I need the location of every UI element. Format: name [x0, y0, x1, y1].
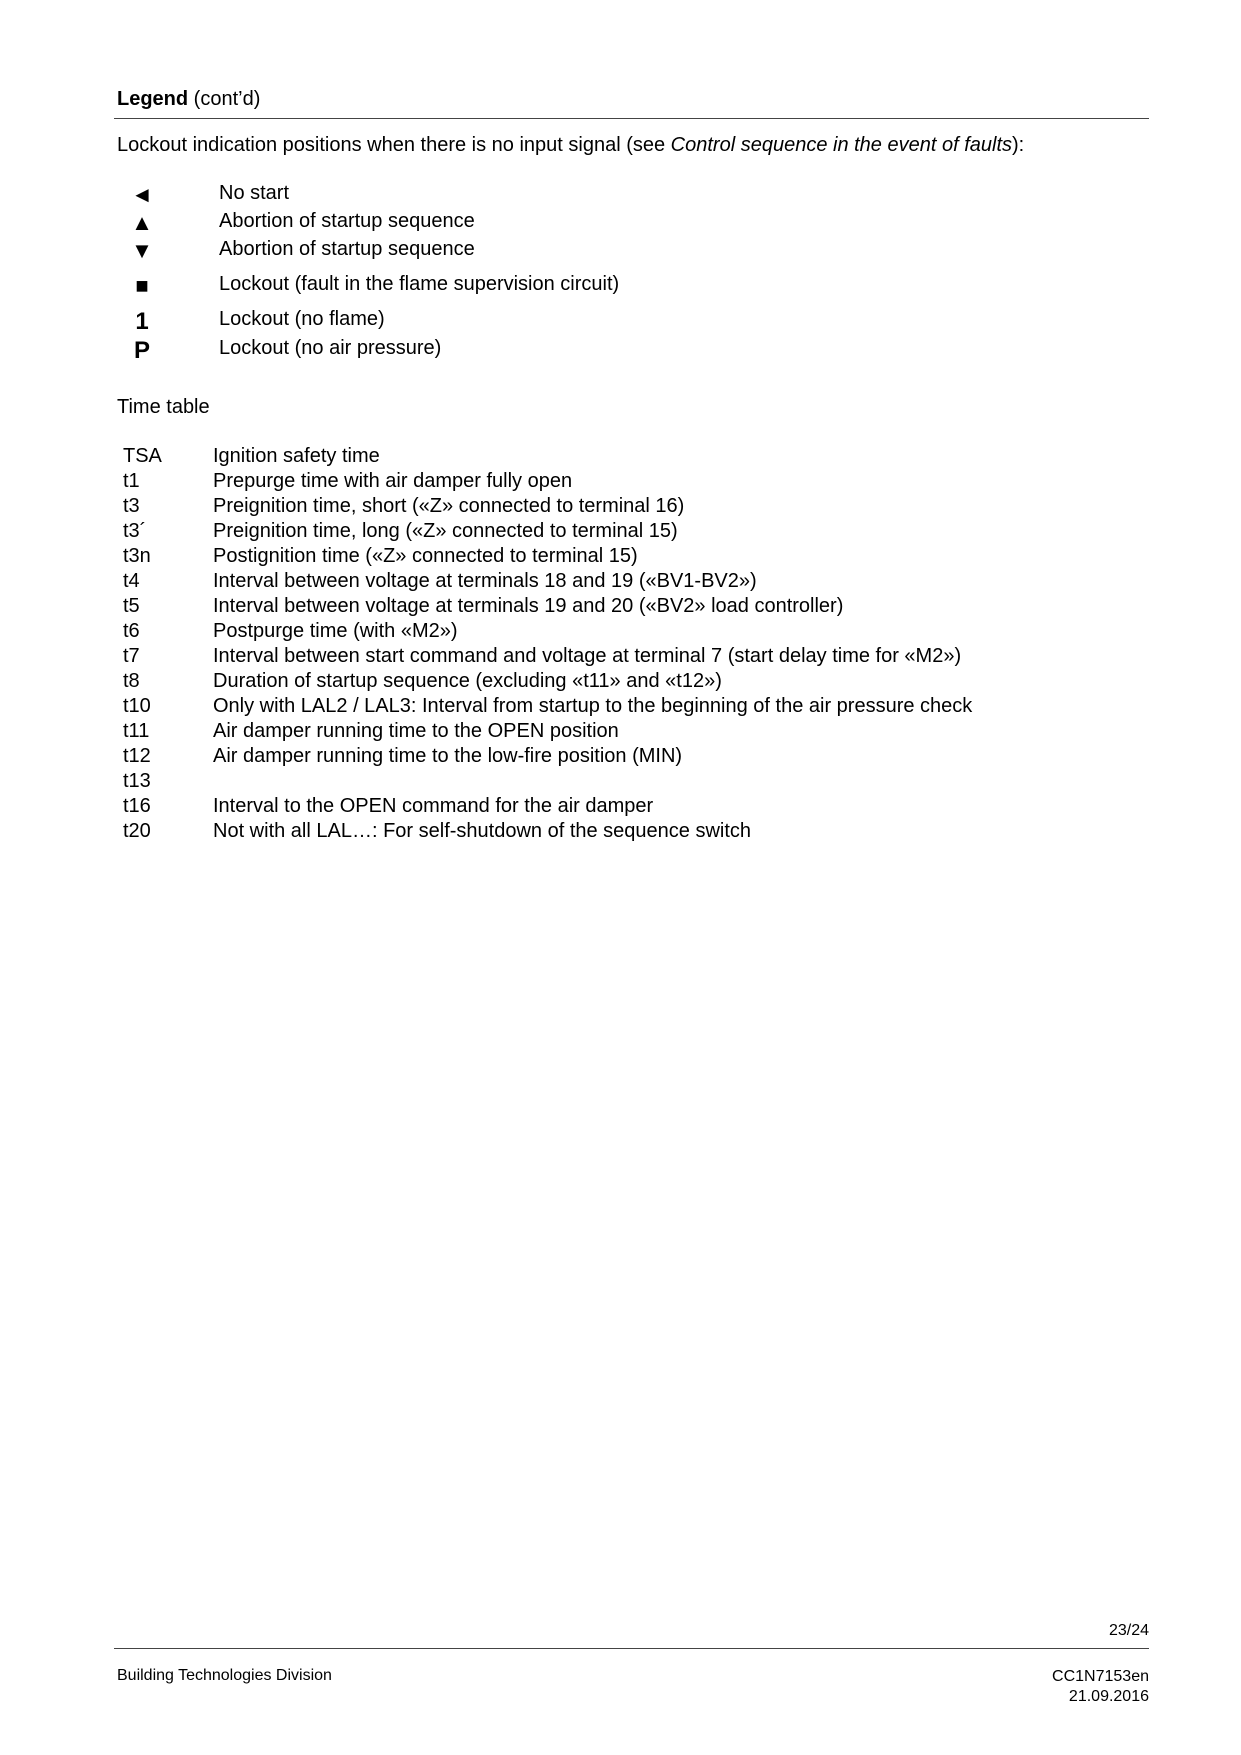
intro-prefix: Lockout indication positions when there is no input signal (see [117, 134, 671, 156]
time-description: Air damper running time to the OPEN position [213, 720, 619, 742]
lockout-label: Lockout (no flame) [219, 308, 385, 330]
letter-p-symbol: P [133, 337, 150, 364]
time-code: t11 [123, 720, 150, 742]
time-code: t5 [123, 595, 140, 617]
triangle-down-icon: ▼ [131, 238, 153, 263]
time-description: Duration of startup sequence (excluding «t11» and «t12») [213, 670, 722, 692]
time-description: Air damper running time to the low-fire position (MIN) [213, 745, 683, 767]
time-description: Only with LAL2 / LAL3: Interval from startup to the beginning of the air pressure check [213, 695, 973, 717]
time-code: TSA [123, 445, 162, 467]
footer-division: Building Technologies Division [117, 1667, 332, 1684]
intro-paragraph [117, 134, 1024, 157]
time-code: t16 [123, 795, 151, 817]
time-code: t3´ [123, 520, 147, 542]
lockout-label: Lockout (no air pressure) [219, 337, 442, 359]
time-description: Postpurge time (with «M2») [213, 620, 458, 642]
document-date: 21.09.2016 [1068, 1688, 1149, 1705]
document-id: CC1N7153en [1052, 1668, 1149, 1685]
lockout-label: Abortion of startup sequence [219, 210, 475, 232]
time-code: t7 [123, 645, 140, 667]
time-code: t6 [123, 620, 140, 642]
time-code: t4 [123, 570, 140, 592]
time-description: Prepurge time with air damper fully open [213, 470, 573, 492]
time-code: t3 [123, 495, 140, 517]
lockout-label: No start [219, 182, 290, 204]
heading-suffix: (cont’d) [188, 88, 261, 110]
footer-rule [114, 1648, 1149, 1649]
time-description: Ignition safety time [213, 445, 380, 467]
time-code: t10 [123, 695, 151, 717]
time-description: Interval between start command and voltage at terminal 7 (start delay time for «M2») [213, 645, 962, 667]
intro-reference: Control sequence in the event of faults [670, 134, 1012, 156]
footer-doc-info [1052, 1667, 1149, 1707]
square-icon: ■ [135, 273, 149, 298]
time-description: Interval between voltage at terminals 19 and 20 («BV2» load controller) [213, 595, 844, 617]
lockout-label: Lockout (fault in the flame supervision circuit) [219, 273, 620, 295]
time-code: t12 [123, 745, 151, 767]
time-description: Interval between voltage at terminals 18 and 19 («BV1-BV2») [213, 570, 757, 592]
heading-bold: Legend [117, 88, 189, 110]
numeral-one-symbol: 1 [135, 308, 149, 335]
triangle-left-icon: ◄ [131, 182, 153, 207]
triangle-up-icon: ▲ [131, 210, 153, 235]
time-code: t13 [123, 770, 151, 792]
intro-suffix: ): [1012, 134, 1025, 156]
time-table-title: Time table [117, 396, 210, 418]
time-description: Postignition time («Z» connected to terminal 15) [213, 545, 638, 567]
time-code: t3n [123, 545, 151, 567]
lockout-label: Abortion of startup sequence [219, 238, 475, 260]
time-code: t8 [123, 670, 140, 692]
time-code: t1 [123, 470, 140, 492]
header-rule [114, 118, 1149, 119]
time-description: Preignition time, long («Z» connected to terminal 15) [213, 520, 678, 542]
time-description: Preignition time, short («Z» connected to terminal 16) [213, 495, 685, 517]
time-code: t20 [123, 820, 151, 842]
section-heading [117, 88, 260, 111]
time-description: Not with all LAL…: For self-shutdown of the sequence switch [213, 820, 752, 842]
time-description: Interval to the OPEN command for the air damper [213, 795, 654, 817]
page-number: 23/24 [1108, 1622, 1149, 1639]
